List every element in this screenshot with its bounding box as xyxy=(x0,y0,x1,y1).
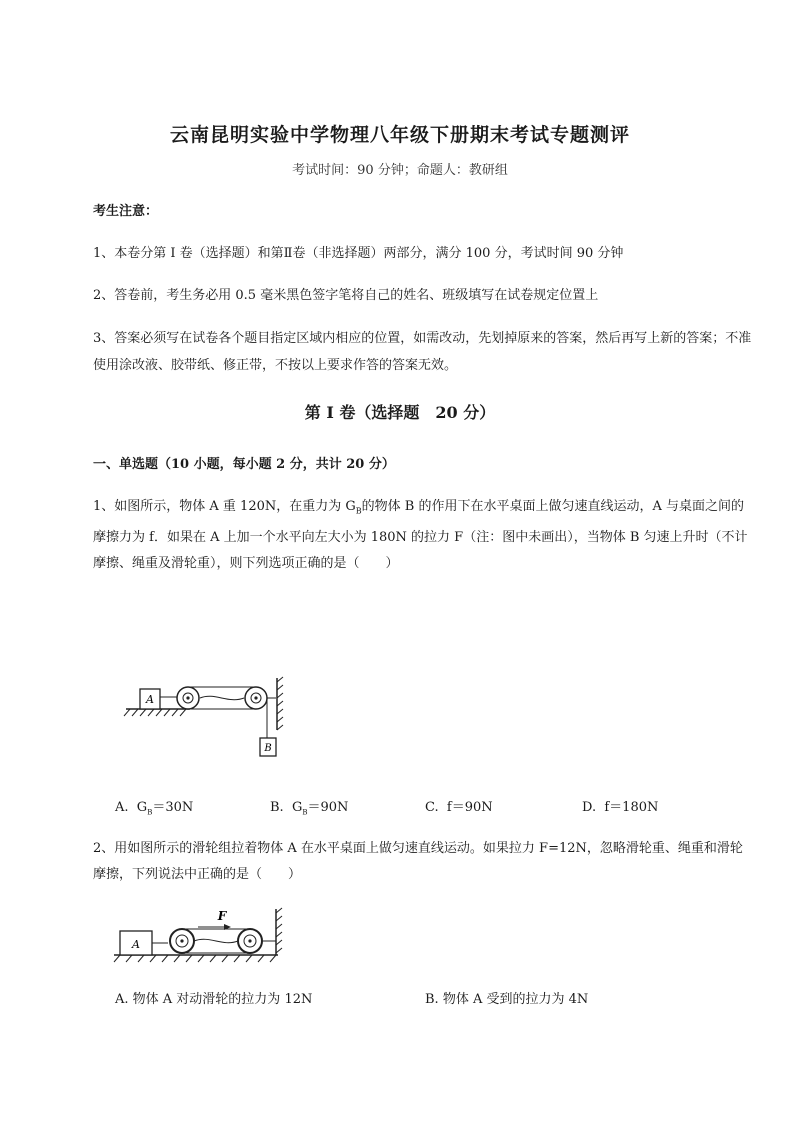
option-subscript: B xyxy=(302,808,308,817)
question-1-stem-start: 1、如图所示，物体 A 重 120N，在重力为 G xyxy=(93,499,356,514)
question-1-option-a[interactable] xyxy=(115,796,193,817)
question-1-option-d[interactable] xyxy=(582,796,658,815)
question-2-stem: 2、用如图所示的滑轮组拉着物体 A 在水平桌面上做匀速直线运动。如果拉力 F=12N，忽略滑轮重、绳重和滑轮摩擦，下列说法中正确的是（ ） xyxy=(93,841,743,882)
block-a-label: A xyxy=(146,693,154,706)
option-letter: B. xyxy=(270,800,284,815)
question-1-figure xyxy=(120,672,300,772)
question-2-figure xyxy=(110,905,290,965)
option-value: ＝90N xyxy=(451,800,493,815)
block-a-label: A xyxy=(132,938,140,951)
notice-item-1: 1、本卷分第 I 卷（选择题）和第Ⅱ卷（非选择题）两部分，满分 100 分，考试时间 90 分钟 xyxy=(93,246,624,261)
page-title: 云南昆明实验中学物理八年级下册期末考试专题测评 xyxy=(169,124,630,146)
notice-item-3: 3、答案必须写在试卷各个题目指定区域内相应的位置，如需改动，先划掉原来的答案，然后再写上新的答案；不准使用涂改液、胶带纸、修正带，不按以上要求作答的答案无效。 xyxy=(93,331,752,373)
question-1-option-c[interactable] xyxy=(425,796,493,815)
block-b-label: B xyxy=(264,743,272,754)
page-subtitle: 考试时间：90 分钟；命题人：教研组 xyxy=(292,163,508,178)
option-symbol: G xyxy=(136,800,148,815)
option-value: ＝90N xyxy=(307,800,349,815)
option-symbol: f xyxy=(604,800,610,815)
question-2-option-b[interactable]: B. 物体 A 受到的拉力为 4N xyxy=(425,992,589,1007)
section-title: 第 I 卷（选择题 20 分） xyxy=(304,403,496,422)
question-1-stem-rest: 的物体 B 的作用下在水平桌面上做匀速直线运动，A 与桌面之间的摩擦力为 f．如果在 A 上加一个水平向左大小为 180N 的拉力 F（注：图中未画出），当物体 B 匀速上升时（不计摩擦、绳重及滑轮重），则下列选项正确的是（ ） xyxy=(93,499,748,571)
question-1-option-b[interactable] xyxy=(270,796,348,817)
option-letter: A. xyxy=(115,800,129,815)
option-letter: D. xyxy=(582,800,597,815)
option-value: ＝30N xyxy=(152,800,194,815)
option-symbol: f xyxy=(446,800,452,815)
option-symbol: G xyxy=(291,800,303,815)
option-letter: C. xyxy=(425,800,439,815)
option-value: ＝180N xyxy=(609,800,659,815)
question-1-options xyxy=(0,796,800,816)
notice-heading: 考生注意： xyxy=(93,204,159,219)
question-1-stem-sub: B xyxy=(355,506,362,516)
force-label: F xyxy=(217,909,227,923)
question-2-option-a[interactable]: A. 物体 A 对动滑轮的拉力为 12N xyxy=(115,992,313,1007)
notice-item-2: 2、答卷前，考生务必用 0.5 毫米黑色签字笔将自己的姓名、班级填写在试卷规定位置上 xyxy=(93,288,599,303)
question-1-stem xyxy=(93,494,753,577)
option-subscript: B xyxy=(147,808,153,817)
part-heading: 一、单选题（10 小题，每小题 2 分，共计 20 分） xyxy=(93,457,395,472)
question-2-options xyxy=(0,988,800,1008)
